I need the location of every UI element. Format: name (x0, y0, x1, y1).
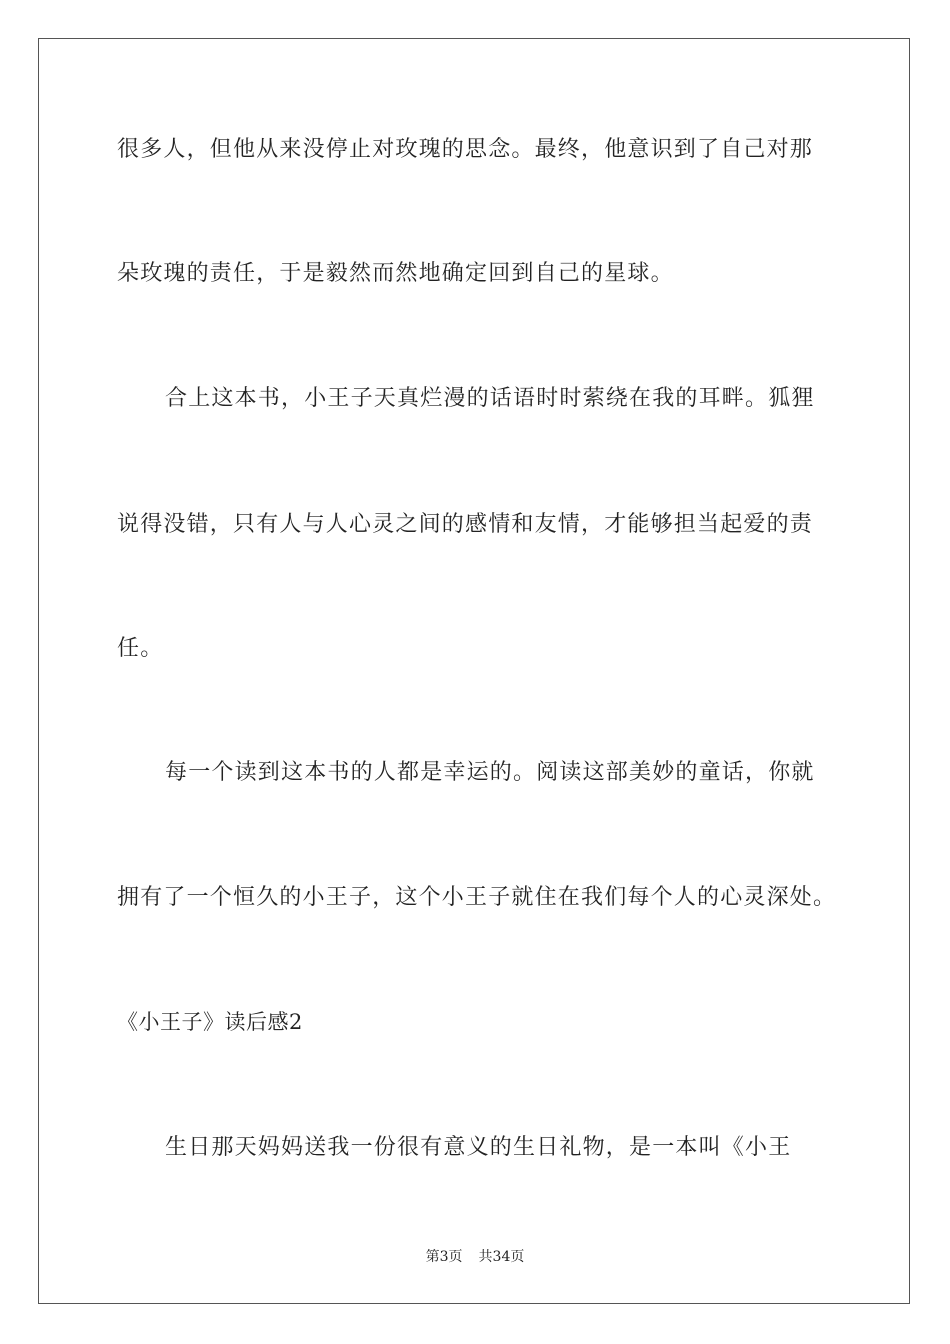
paragraph-line-6: 每一个读到这本书的人都是幸运的。阅读这部美妙的童话，你就 (165, 760, 815, 785)
paragraph-line-3: 合上这本书，小王子天真烂漫的话语时时萦绕在我的耳畔。狐狸 (165, 386, 815, 411)
section-heading: 《小王子》读后感2 (117, 1010, 303, 1034)
page-frame (38, 38, 910, 1304)
paragraph-line-2: 朵玫瑰的责任，于是毅然而然地确定回到自己的星球。 (117, 261, 674, 286)
page-total: 共34页 (478, 1249, 525, 1265)
paragraph-line-8: 生日那天妈妈送我一份很有意义的生日礼物，是一本叫《小王 (165, 1135, 792, 1160)
paragraph-line-1: 很多人，但他从来没停止对玫瑰的思念。最终，他意识到了自己对那 (117, 137, 814, 162)
paragraph-line-5: 任。 (117, 636, 164, 661)
page-number: 第3页 (425, 1249, 463, 1265)
paragraph-line-7: 拥有了一个恒久的小王子，这个小王子就住在我们每个人的心灵深处。 (117, 885, 837, 910)
page-footer (0, 1248, 950, 1266)
paragraph-line-4: 说得没错，只有人与人心灵之间的感情和友情，才能够担当起爱的责 (117, 512, 814, 537)
